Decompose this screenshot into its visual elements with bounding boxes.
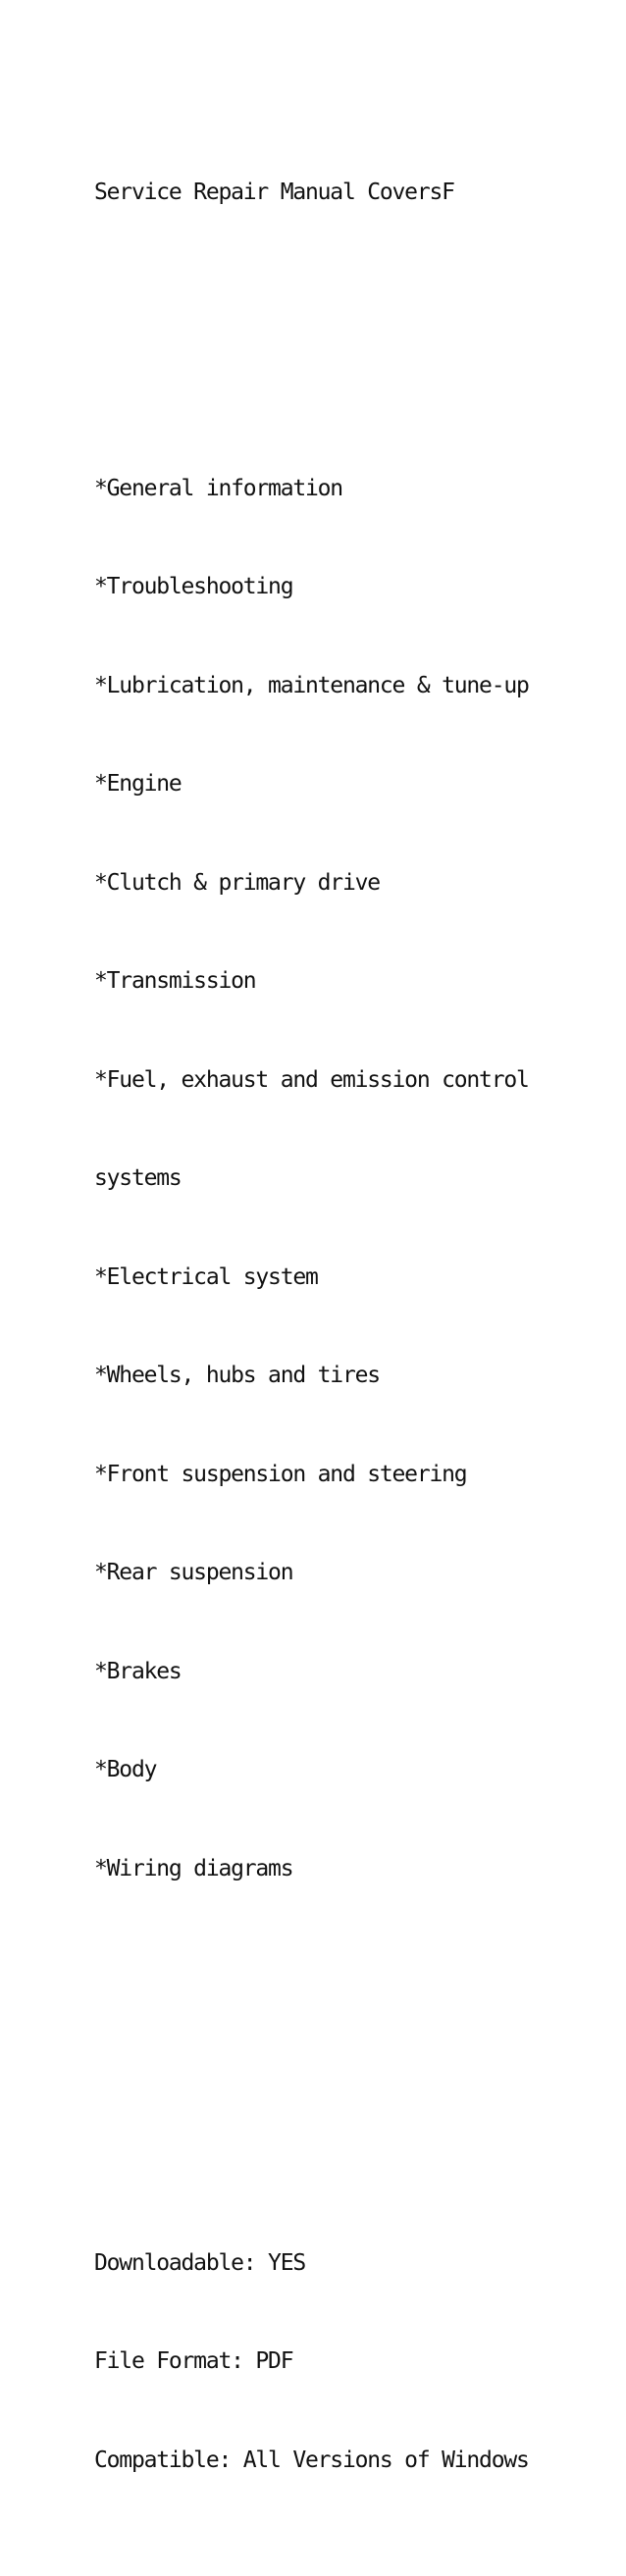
spacer: [94, 276, 604, 309]
list-item: *Rear suspension: [94, 1560, 293, 1585]
list-item: *Troubleshooting: [94, 574, 293, 599]
list-item: *Brakes: [94, 1658, 182, 1684]
downloadable-info: Downloadable: YES: [94, 2249, 306, 2276]
list-item: *General information: [94, 475, 342, 501]
list-item: *Front suspension and steering: [94, 1461, 467, 1487]
document-title: Service Repair Manual CoversF: [94, 180, 454, 205]
list-item: *Body: [94, 1757, 157, 1782]
list-item: *Fuel, exhaust and emission control: [94, 1066, 529, 1093]
compatibility-info: Compatible: All Versions of Windows: [94, 2447, 529, 2473]
document-page: [94, 111, 604, 2576]
list-item: *Clutch & primary drive: [94, 869, 380, 896]
list-item: *Transmission: [94, 968, 256, 994]
list-item: *Engine: [94, 771, 182, 797]
list-item: systems: [94, 1165, 182, 1191]
list-item: *Wiring diagrams: [94, 1855, 293, 1881]
list-item: *Wheels, hubs and tires: [94, 1363, 380, 1388]
file-format-info: File Format: PDF: [94, 2348, 293, 2374]
details-list: [94, 2182, 604, 2544]
covers-list: [94, 407, 604, 1952]
list-item: *Lubrication, maintenance & tune-up: [94, 672, 529, 698]
spacer: [94, 2050, 604, 2084]
list-item: *Electrical system: [94, 1263, 318, 1290]
